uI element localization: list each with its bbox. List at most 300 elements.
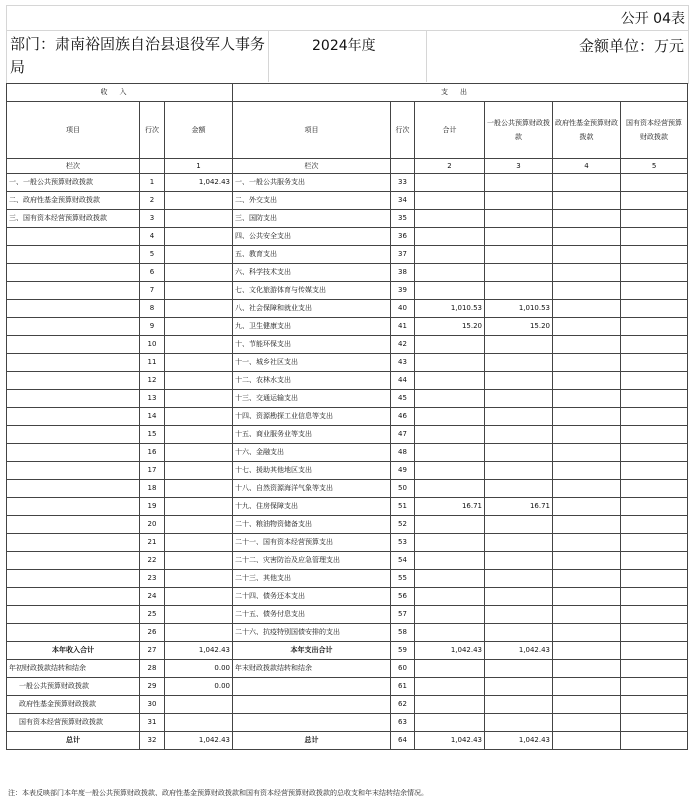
expense-item: 二十一、国有资本经营预算支出 xyxy=(233,534,391,552)
table-row xyxy=(7,732,688,750)
expense-row-no: 60 xyxy=(391,660,415,678)
expense-row-no: 56 xyxy=(391,588,415,606)
income-amount xyxy=(165,408,233,426)
column-header-row xyxy=(7,102,688,159)
income-row-no: 7 xyxy=(140,282,165,300)
income-amount xyxy=(165,228,233,246)
expense-item: 十四、资源勘探工业信息等支出 xyxy=(233,408,391,426)
expense-general-budget: 1,042.43 xyxy=(485,732,553,750)
col-income-amount: 金额 xyxy=(165,102,233,159)
expense-general-budget xyxy=(485,624,553,642)
expense-row-no: 42 xyxy=(391,336,415,354)
expense-state-capital xyxy=(621,480,688,498)
table-row xyxy=(7,552,688,570)
income-item: 总计 xyxy=(7,732,140,750)
expense-item: 七、文化旅游体育与传媒支出 xyxy=(233,282,391,300)
expense-item: 十一、城乡社区支出 xyxy=(233,354,391,372)
col-number-2: 2 xyxy=(415,159,485,174)
expense-row-no: 37 xyxy=(391,246,415,264)
table-row xyxy=(7,696,688,714)
expense-section-title: 支出 xyxy=(233,84,688,102)
income-row-no: 8 xyxy=(140,300,165,318)
income-item xyxy=(7,246,140,264)
expense-state-capital xyxy=(621,714,688,732)
expense-general-budget xyxy=(485,696,553,714)
col-total: 合计 xyxy=(415,102,485,159)
expense-gov-fund xyxy=(553,660,621,678)
expense-state-capital xyxy=(621,660,688,678)
expense-row-no: 40 xyxy=(391,300,415,318)
table-row xyxy=(7,228,688,246)
expense-state-capital xyxy=(621,246,688,264)
expense-item: 十、节能环保支出 xyxy=(233,336,391,354)
expense-gov-fund xyxy=(553,444,621,462)
expense-total: 1,010.53 xyxy=(415,300,485,318)
income-item xyxy=(7,318,140,336)
income-amount xyxy=(165,264,233,282)
expense-total: 1,042.43 xyxy=(415,732,485,750)
income-row-no: 2 xyxy=(140,192,165,210)
income-amount xyxy=(165,570,233,588)
table-row xyxy=(7,714,688,732)
expense-row-no: 41 xyxy=(391,318,415,336)
income-row-no: 3 xyxy=(140,210,165,228)
expense-item xyxy=(233,714,391,732)
income-amount xyxy=(165,426,233,444)
expense-total xyxy=(415,480,485,498)
expense-general-budget: 1,010.53 xyxy=(485,300,553,318)
table-row xyxy=(7,246,688,264)
income-row-no: 15 xyxy=(140,426,165,444)
expense-row-no: 51 xyxy=(391,498,415,516)
col-income-item: 项目 xyxy=(7,102,140,159)
expense-gov-fund xyxy=(553,462,621,480)
income-item xyxy=(7,624,140,642)
table-row xyxy=(7,174,688,192)
table-row xyxy=(7,498,688,516)
income-item xyxy=(7,408,140,426)
income-amount xyxy=(165,300,233,318)
table-row xyxy=(7,426,688,444)
expense-general-budget xyxy=(485,246,553,264)
income-amount xyxy=(165,210,233,228)
income-row-no: 25 xyxy=(140,606,165,624)
expense-item: 二十二、灾害防治及应急管理支出 xyxy=(233,552,391,570)
expense-row-no: 46 xyxy=(391,408,415,426)
header-divider xyxy=(426,30,427,82)
income-item xyxy=(7,516,140,534)
income-item xyxy=(7,462,140,480)
expense-row-no: 35 xyxy=(391,210,415,228)
table-row xyxy=(7,300,688,318)
expense-gov-fund xyxy=(553,714,621,732)
income-row-no: 6 xyxy=(140,264,165,282)
expense-total: 16.71 xyxy=(415,498,485,516)
income-row-no: 31 xyxy=(140,714,165,732)
income-row-no: 4 xyxy=(140,228,165,246)
expense-item: 十二、农林水支出 xyxy=(233,372,391,390)
income-item: 一般公共预算财政拨款 xyxy=(7,678,140,696)
income-item xyxy=(7,354,140,372)
income-row-no: 28 xyxy=(140,660,165,678)
expense-item: 总计 xyxy=(233,732,391,750)
income-row-no: 1 xyxy=(140,174,165,192)
income-row-no: 14 xyxy=(140,408,165,426)
expense-row-no: 48 xyxy=(391,444,415,462)
income-amount xyxy=(165,552,233,570)
table-row xyxy=(7,462,688,480)
expense-row-no: 39 xyxy=(391,282,415,300)
income-item xyxy=(7,588,140,606)
expense-gov-fund xyxy=(553,606,621,624)
income-amount: 0.00 xyxy=(165,660,233,678)
income-row-no: 9 xyxy=(140,318,165,336)
income-item: 一、一般公共预算财政拨款 xyxy=(7,174,140,192)
expense-total xyxy=(415,372,485,390)
income-row-no: 32 xyxy=(140,732,165,750)
expense-gov-fund xyxy=(553,696,621,714)
income-amount: 1,042.43 xyxy=(165,642,233,660)
income-amount: 1,042.43 xyxy=(165,174,233,192)
table-row xyxy=(7,588,688,606)
expense-gov-fund xyxy=(553,624,621,642)
income-amount xyxy=(165,354,233,372)
expense-general-budget xyxy=(485,516,553,534)
income-amount xyxy=(165,336,233,354)
expense-state-capital xyxy=(621,282,688,300)
amount-unit: 金额单位：万元 xyxy=(578,37,684,55)
expense-state-capital xyxy=(621,552,688,570)
income-row-no: 16 xyxy=(140,444,165,462)
expense-item: 十八、自然资源海洋气象等支出 xyxy=(233,480,391,498)
expense-total xyxy=(415,678,485,696)
expense-state-capital xyxy=(621,498,688,516)
table-row xyxy=(7,318,688,336)
header-divider xyxy=(268,30,269,82)
income-row-no: 10 xyxy=(140,336,165,354)
expense-total xyxy=(415,552,485,570)
income-item xyxy=(7,480,140,498)
table-row xyxy=(7,210,688,228)
expense-total xyxy=(415,606,485,624)
expense-item: 十六、金融支出 xyxy=(233,444,391,462)
income-item xyxy=(7,282,140,300)
income-row-no: 27 xyxy=(140,642,165,660)
expense-gov-fund xyxy=(553,534,621,552)
expense-total xyxy=(415,534,485,552)
expense-general-budget xyxy=(485,390,553,408)
expense-row-no: 34 xyxy=(391,192,415,210)
col-number-label: 栏次 xyxy=(7,159,140,174)
income-amount xyxy=(165,606,233,624)
expense-row-no: 50 xyxy=(391,480,415,498)
expense-total xyxy=(415,282,485,300)
expense-total xyxy=(415,210,485,228)
expense-general-budget xyxy=(485,444,553,462)
expense-state-capital xyxy=(621,174,688,192)
expense-total xyxy=(415,624,485,642)
income-amount xyxy=(165,714,233,732)
income-amount xyxy=(165,498,233,516)
table-row xyxy=(7,390,688,408)
expense-general-budget xyxy=(485,426,553,444)
expense-state-capital xyxy=(621,336,688,354)
income-row-no: 13 xyxy=(140,390,165,408)
income-item: 本年收入合计 xyxy=(7,642,140,660)
income-row-no: 12 xyxy=(140,372,165,390)
income-item xyxy=(7,264,140,282)
expense-row-no: 57 xyxy=(391,606,415,624)
col-gov-fund: 政府性基金预算财政拨款 xyxy=(553,102,621,159)
expense-state-capital xyxy=(621,192,688,210)
income-item xyxy=(7,390,140,408)
expense-state-capital xyxy=(621,570,688,588)
expense-state-capital xyxy=(621,624,688,642)
income-amount xyxy=(165,696,233,714)
income-item xyxy=(7,372,140,390)
section-header-row xyxy=(7,84,688,102)
expense-row-no: 52 xyxy=(391,516,415,534)
expense-row-no: 62 xyxy=(391,696,415,714)
expense-state-capital xyxy=(621,354,688,372)
table-row xyxy=(7,570,688,588)
form-code: 公开 04表 xyxy=(620,11,685,27)
expense-gov-fund xyxy=(553,552,621,570)
expense-total xyxy=(415,336,485,354)
expense-row-no: 55 xyxy=(391,570,415,588)
expense-general-budget xyxy=(485,408,553,426)
col-number-5: 5 xyxy=(621,159,688,174)
expense-total xyxy=(415,516,485,534)
income-row-no: 21 xyxy=(140,534,165,552)
expense-state-capital xyxy=(621,372,688,390)
income-amount xyxy=(165,372,233,390)
expense-general-budget xyxy=(485,678,553,696)
expense-state-capital xyxy=(621,678,688,696)
expense-total xyxy=(415,696,485,714)
income-item: 国有资本经营预算财政拨款 xyxy=(7,714,140,732)
expense-total xyxy=(415,408,485,426)
income-item xyxy=(7,336,140,354)
income-row-no: 29 xyxy=(140,678,165,696)
expense-total xyxy=(415,192,485,210)
expense-state-capital xyxy=(621,732,688,750)
expense-item: 四、公共安全支出 xyxy=(233,228,391,246)
income-section-title: 收入 xyxy=(7,84,233,102)
expense-row-no: 43 xyxy=(391,354,415,372)
income-amount: 1,042.43 xyxy=(165,732,233,750)
income-amount xyxy=(165,246,233,264)
department-name: 部门：肃南裕固族自治县退役军人事务局 xyxy=(10,35,266,76)
expense-state-capital xyxy=(621,444,688,462)
footnote: 注：本表反映部门本年度一般公共预算财政拨款、政府性基金预算财政拨款和国有资本经营预算财政拨款的总收支和年末结转结余情况。 xyxy=(8,789,428,797)
expense-gov-fund xyxy=(553,570,621,588)
income-item xyxy=(7,552,140,570)
expense-state-capital xyxy=(621,606,688,624)
expense-item: 八、社会保障和就业支出 xyxy=(233,300,391,318)
expense-item: 本年支出合计 xyxy=(233,642,391,660)
expense-gov-fund xyxy=(553,264,621,282)
income-row-no: 17 xyxy=(140,462,165,480)
expense-general-budget xyxy=(485,336,553,354)
col-number-3: 3 xyxy=(485,159,553,174)
income-amount xyxy=(165,534,233,552)
income-item xyxy=(7,300,140,318)
expense-total xyxy=(415,246,485,264)
expense-total: 15.20 xyxy=(415,318,485,336)
expense-state-capital xyxy=(621,534,688,552)
expense-row-no: 58 xyxy=(391,624,415,642)
col-income-row-no: 行次 xyxy=(140,102,165,159)
col-general-budget: 一般公共预算财政拨款 xyxy=(485,102,553,159)
expense-general-budget xyxy=(485,282,553,300)
expense-total xyxy=(415,390,485,408)
expense-item: 九、卫生健康支出 xyxy=(233,318,391,336)
col-number-label: 栏次 xyxy=(233,159,391,174)
expense-general-budget: 15.20 xyxy=(485,318,553,336)
expense-total xyxy=(415,264,485,282)
expense-general-budget xyxy=(485,192,553,210)
income-row-no: 5 xyxy=(140,246,165,264)
expense-item: 年末财政拨款结转和结余 xyxy=(233,660,391,678)
expense-row-no: 33 xyxy=(391,174,415,192)
expense-gov-fund xyxy=(553,426,621,444)
expense-row-no: 61 xyxy=(391,678,415,696)
table-row xyxy=(7,534,688,552)
expense-row-no: 49 xyxy=(391,462,415,480)
expense-item: 二十三、其他支出 xyxy=(233,570,391,588)
column-number-row xyxy=(7,159,688,174)
table-row xyxy=(7,678,688,696)
income-amount: 0.00 xyxy=(165,678,233,696)
expense-general-budget xyxy=(485,462,553,480)
income-row-no: 30 xyxy=(140,696,165,714)
col-state-capital: 国有资本经营预算财政拨款 xyxy=(621,102,688,159)
expense-general-budget: 16.71 xyxy=(485,498,553,516)
income-row-no: 19 xyxy=(140,498,165,516)
expense-row-no: 38 xyxy=(391,264,415,282)
income-row-no: 26 xyxy=(140,624,165,642)
income-item: 二、政府性基金预算财政拨款 xyxy=(7,192,140,210)
expense-general-budget xyxy=(485,174,553,192)
expense-row-no: 44 xyxy=(391,372,415,390)
expense-state-capital xyxy=(621,696,688,714)
table-row xyxy=(7,282,688,300)
expense-total xyxy=(415,660,485,678)
expense-gov-fund xyxy=(553,642,621,660)
expense-state-capital xyxy=(621,408,688,426)
expense-state-capital xyxy=(621,264,688,282)
expense-total xyxy=(415,228,485,246)
income-row-no: 24 xyxy=(140,588,165,606)
expense-item: 十三、交通运输支出 xyxy=(233,390,391,408)
income-row-no: 18 xyxy=(140,480,165,498)
income-row-no: 20 xyxy=(140,516,165,534)
income-row-no: 22 xyxy=(140,552,165,570)
expense-gov-fund xyxy=(553,210,621,228)
expense-row-no: 45 xyxy=(391,390,415,408)
income-item xyxy=(7,570,140,588)
expense-gov-fund xyxy=(553,678,621,696)
expense-item xyxy=(233,678,391,696)
expense-general-budget xyxy=(485,552,553,570)
expense-state-capital xyxy=(621,228,688,246)
expense-general-budget xyxy=(485,228,553,246)
expense-general-budget xyxy=(485,534,553,552)
table-row xyxy=(7,336,688,354)
expense-gov-fund xyxy=(553,174,621,192)
expense-row-no: 47 xyxy=(391,426,415,444)
expense-state-capital xyxy=(621,390,688,408)
col-expense-row-no: 行次 xyxy=(391,102,415,159)
expense-item: 二、外交支出 xyxy=(233,192,391,210)
income-amount xyxy=(165,480,233,498)
expense-item: 十五、商业服务业等支出 xyxy=(233,426,391,444)
expense-item xyxy=(233,696,391,714)
expense-item: 十九、住房保障支出 xyxy=(233,498,391,516)
expense-general-budget xyxy=(485,264,553,282)
expense-item: 一、一般公共服务支出 xyxy=(233,174,391,192)
income-item: 政府性基金预算财政拨款 xyxy=(7,696,140,714)
expense-row-no: 63 xyxy=(391,714,415,732)
expense-gov-fund xyxy=(553,192,621,210)
expense-general-budget xyxy=(485,606,553,624)
fiscal-year: 2024年度 xyxy=(312,38,376,54)
income-amount xyxy=(165,390,233,408)
table-row xyxy=(7,624,688,642)
expense-gov-fund xyxy=(553,354,621,372)
expense-row-no: 59 xyxy=(391,642,415,660)
expense-state-capital xyxy=(621,642,688,660)
expense-gov-fund xyxy=(553,480,621,498)
expense-state-capital xyxy=(621,516,688,534)
expense-general-budget xyxy=(485,372,553,390)
expense-row-no: 54 xyxy=(391,552,415,570)
income-item: 三、国有资本经营预算财政拨款 xyxy=(7,210,140,228)
expense-state-capital xyxy=(621,300,688,318)
table-row xyxy=(7,354,688,372)
expense-general-budget xyxy=(485,570,553,588)
income-amount xyxy=(165,282,233,300)
col-number-4: 4 xyxy=(553,159,621,174)
expense-item: 十七、援助其他地区支出 xyxy=(233,462,391,480)
income-item xyxy=(7,444,140,462)
income-item xyxy=(7,228,140,246)
income-amount xyxy=(165,192,233,210)
expense-general-budget xyxy=(485,210,553,228)
table-row xyxy=(7,444,688,462)
table-row xyxy=(7,264,688,282)
expense-gov-fund xyxy=(553,228,621,246)
table-row xyxy=(7,660,688,678)
expense-general-budget xyxy=(485,660,553,678)
income-amount xyxy=(165,462,233,480)
income-item: 年初财政拨款结转和结余 xyxy=(7,660,140,678)
table-row xyxy=(7,372,688,390)
expense-total: 1,042.43 xyxy=(415,642,485,660)
income-item xyxy=(7,534,140,552)
expense-gov-fund xyxy=(553,732,621,750)
income-item xyxy=(7,426,140,444)
expense-state-capital xyxy=(621,318,688,336)
income-row-no: 11 xyxy=(140,354,165,372)
expense-item: 五、教育支出 xyxy=(233,246,391,264)
expense-total xyxy=(415,444,485,462)
col-number-1: 1 xyxy=(165,159,233,174)
expense-total xyxy=(415,570,485,588)
expense-gov-fund xyxy=(553,246,621,264)
budget-table xyxy=(6,83,688,750)
